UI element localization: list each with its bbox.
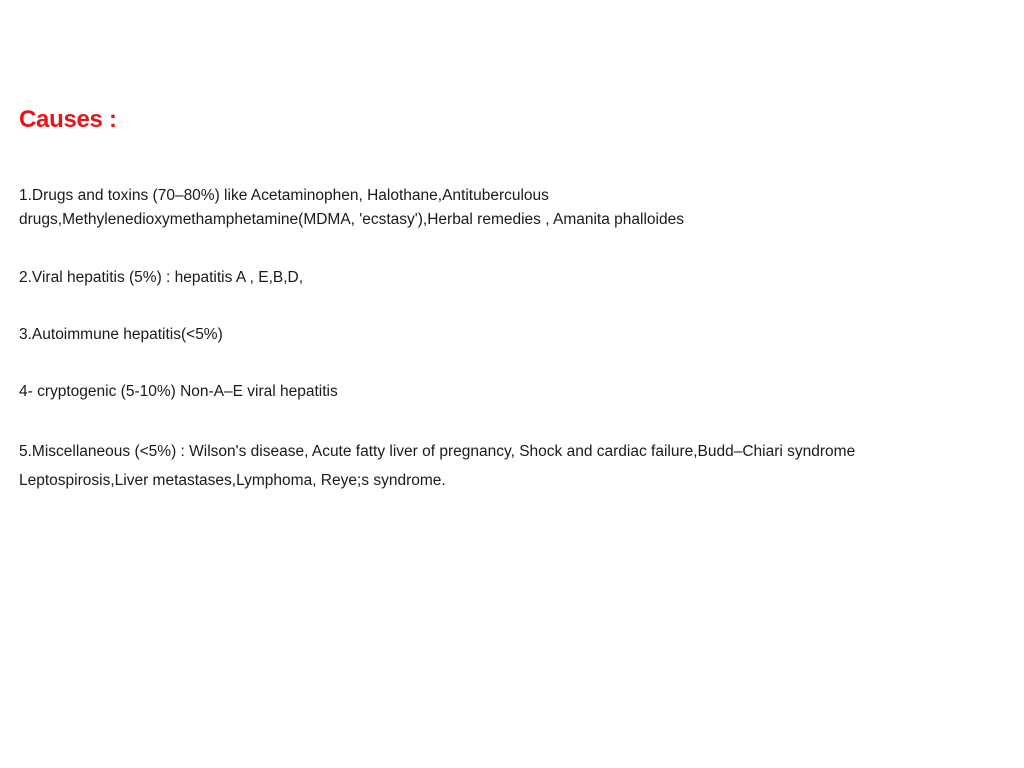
slide-heading: Causes : — [19, 106, 117, 133]
cause-item-line: drugs,Methylenedioxymethamphetamine(MDMA, 'ecstasy'),Herbal remedies , Amanita phalloides — [19, 211, 684, 228]
cause-item-line: 2.Viral hepatitis (5%) : hepatitis A , E,B,D, — [19, 269, 304, 286]
cause-item-line: 1.Drugs and toxins (70–80%) like Acetaminophen, Halothane,Antituberculous — [19, 187, 549, 204]
cause-item-viral-hepatitis — [19, 266, 303, 290]
cause-item-line: 3.Autoimmune hepatitis(<5%) — [19, 326, 223, 343]
cause-item-line: 5.Miscellaneous (<5%) : Wilson's disease, Acute fatty liver of pregnancy, Shock and cardiac failure,Budd–Chiari syndrome — [19, 443, 856, 460]
cause-item-line: 4- cryptogenic (5-10%) Non-A–E viral hepatitis — [19, 383, 338, 400]
cause-item-autoimmune-hepatitis — [19, 323, 223, 347]
cause-item-line: Leptospirosis,Liver metastases,Lymphoma, Reye;s syndrome. — [19, 472, 446, 489]
cause-item-drugs — [19, 184, 684, 232]
cause-item-miscellaneous — [19, 437, 855, 495]
cause-item-cryptogenic — [19, 380, 338, 404]
